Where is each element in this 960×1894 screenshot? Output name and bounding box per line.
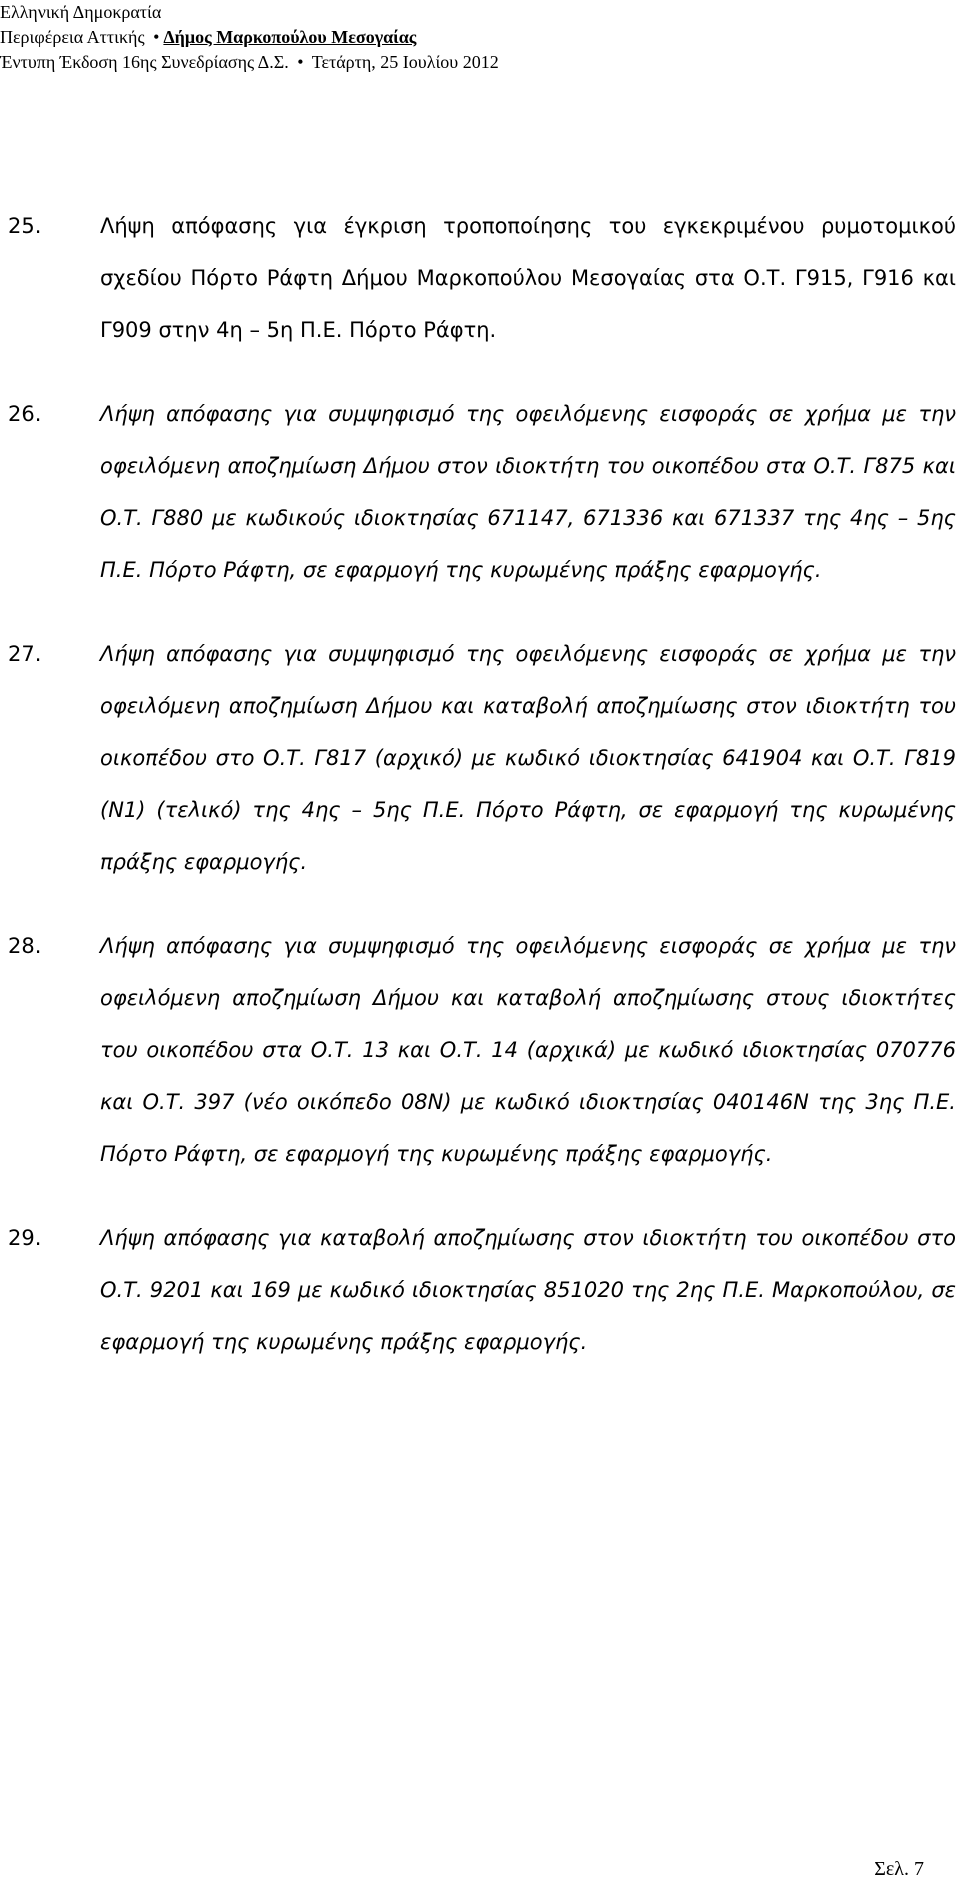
page-number: Σελ. 7: [874, 1858, 924, 1880]
item-text: Λήψη απόφασης για συμψηφισμό της οφειλόμενης εισφοράς σε χρήμα με την οφειλόμενη αποζημίωση Δήμου και καταβολή αποζημίωσης στους ιδιοκτήτες του οικοπέδου στα Ο.Τ. 13 και Ο.Τ. 14 (αρχικά) με κωδικό ιδιοκτησίας 070776 και Ο.Τ. 397 (νέο οικόπεδο 08Ν) με κωδικό ιδιοκτησίας 040146Ν της 3ης Π.Ε. Πόρτο Ράφτη, σε εφαρμογή της κυρωμένης πράξης εφαρμογής.: [100, 934, 956, 1166]
item-text: Λήψη απόφασης για καταβολή αποζημίωσης στον ιδιοκτήτη του οικοπέδου στο Ο.Τ. 9201 και 169 με κωδικό ιδιοκτησίας 851020 της 2ης Π.Ε. Μαρκοπούλου, σε εφαρμογή της κυρωμένης πράξης εφαρμογής.: [100, 1226, 956, 1354]
agenda-item-26: [0, 388, 960, 596]
header-date: Τετάρτη, 25 Ιουλίου 2012: [311, 52, 499, 72]
agenda-item-28: [0, 920, 960, 1180]
agenda-item-29: [0, 1212, 960, 1368]
item-number: 25.: [8, 214, 42, 238]
bullet-icon: •: [153, 27, 160, 47]
header-country: Ελληνική Δημοκρατία: [0, 2, 162, 22]
header-region-line: [0, 25, 960, 50]
header-region: Περιφέρεια Αττικής: [0, 27, 145, 47]
item-text: Λήψη απόφασης για έγκριση τροποποίησης του εγκεκριμένου ρυμοτομικού σχεδίου Πόρτο Ράφτη Δήμου Μαρκοπούλου Μεσογαίας στα Ο.Τ. Γ915, Γ916 και Γ909 στην 4η – 5η Π.Ε. Πόρτο Ράφτη.: [100, 214, 956, 342]
agenda-item-27: [0, 628, 960, 888]
bullet-icon: •: [297, 52, 304, 72]
header-municipality: Δήμος Μαρκοπούλου Μεσογαίας: [163, 27, 417, 47]
item-text: Λήψη απόφασης για συμψηφισμό της οφειλόμενης εισφοράς σε χρήμα με την οφειλόμενη αποζημίωση Δήμου στον ιδιοκτήτη του οικοπέδου στα Ο.Τ. Γ875 και Ο.Τ. Γ880 με κωδικούς ιδιοκτησίας 671147, 671336 και 671337 της 4ης – 5ης Π.Ε. Πόρτο Ράφτη, σε εφαρμογή της κυρωμένης πράξης εφαρμογής.: [100, 402, 956, 582]
item-number: 27.: [8, 642, 42, 666]
agenda-item-25: [0, 200, 960, 356]
agenda-items: [0, 200, 960, 1400]
item-number: 26.: [8, 402, 42, 426]
header-edition-line: [0, 50, 960, 75]
document-header: [0, 0, 960, 75]
item-number: 29.: [8, 1226, 42, 1250]
item-number: 28.: [8, 934, 42, 958]
item-text: Λήψη απόφασης για συμψηφισμό της οφειλόμενης εισφοράς σε χρήμα με την οφειλόμενη αποζημίωση Δήμου και καταβολή αποζημίωσης στον ιδιοκτήτη του οικοπέδου στο Ο.Τ. Γ817 (αρχικό) με κωδικό ιδιοκτησίας 641904 και Ο.Τ. Γ819 (Ν1) (τελικό) της 4ης – 5ης Π.Ε. Πόρτο Ράφτη, σε εφαρμογή της κυρωμένης πράξης εφαρμογής.: [100, 642, 956, 874]
header-edition: Έντυπη Έκδοση 16ης Συνεδρίασης Δ.Σ.: [0, 52, 289, 72]
